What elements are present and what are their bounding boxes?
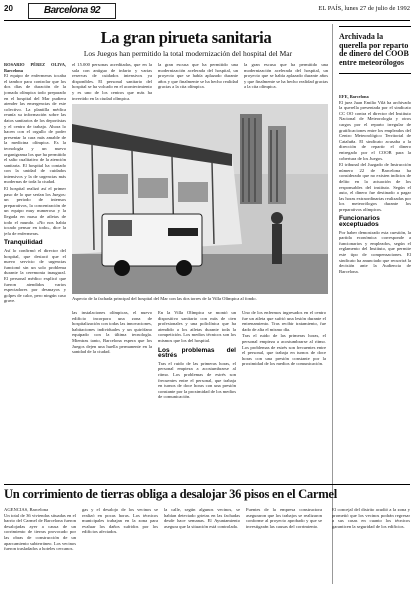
article-paragraph: la gran escusa que ha permitido una modernización acelerada del hospital, un proyecto que se había aplazado durante años y que finalmente se ha hecho realidad gracias a la cita olímpica. — [158, 62, 238, 90]
article-column-2-top — [72, 62, 152, 102]
article-byline: ROSARIO PÉREZ OLIVA, Barcelona — [4, 62, 66, 73]
sidebar-byline: EFE, Barcelona — [339, 94, 369, 99]
bottom-rule — [4, 484, 410, 485]
bottom-column-1 — [4, 507, 76, 602]
bottom-paragraph: El concejal del distrito acudió a la zona y prometió que los vecinos podrán regresar a sus casas en cuanto los técnicos garanticen la seguridad de los edificios. — [332, 507, 410, 529]
bottom-paragraph: gas y el desalojo de los vecinos se realizó en pocas horas. Los técnicos municipales trabajan en la zona para evaluar los daños sufridos por los edificios afectados. — [82, 507, 158, 535]
sidebar-paragraph: Por haber demostrado esta cuestión, la partida económica corresponde a funcionarios y empleados, según el reglamento del Instituto, que permite este tipo de compensaciones. El sindicato ha anunciado que recurrirá la decisión ante la Audiencia de Barcelona. — [339, 229, 411, 274]
article-headline: La gran pirueta sanitaria — [100, 28, 272, 47]
header-rule — [4, 20, 410, 21]
bottom-paragraph: Un total de 36 viviendas situadas en el barrio del Carmel de Barcelona fueron desalojadas ayer a causa de un corrimiento de tierras provocado por las obras de construcción de un aparcamiento subterráneo. Los vecinos fueron trasladados a hoteles cercanos. — [4, 512, 76, 552]
article-paragraph: Así lo confirmó el director del hospital, que destacó que el nuevo servicio de urgencias funcionó sin un solo problema durante la ceremonia inaugural. El personal médico explicó que fueron atendidos varios espectadores por desmayos y golpes de calor, pero ningún caso grave. — [4, 248, 66, 304]
page-header — [4, 4, 410, 18]
bottom-paragraph: la calle, según algunos vecinos, se habían detectado grietas en las fachadas desde hace semanas. El Ayuntamiento asegura que la situación está controlada. — [164, 507, 240, 529]
page-number: 20 — [4, 4, 13, 13]
article-column-3-top — [158, 62, 238, 102]
article-column-3-lower — [158, 310, 236, 482]
bottom-column-5 — [332, 507, 410, 602]
bottom-column-3 — [164, 507, 240, 602]
section-logo: Barcelona 92 — [28, 3, 116, 19]
article-paragraph: la gran escusa que ha permitido una modernización acelerada del hospital, un proyecto que se había aplazado durante años y que finalmente se ha hecho realidad gracias a la cita olímpica. — [244, 62, 328, 90]
article-paragraph: el 15.000 personas acreditadas, que en la sala con antiguo de infarto y varias reservas de cuidados intensivos ya disponibles. El personal sanitario del hospital se ha volcado en el acontecimiento y es uno de los centros que más ha invertido en la ciudad olímpica. — [72, 62, 152, 101]
sidebar-paragraph: El tribunal del Juzgado de Instrucción número 22 de Barcelona ha considerado que no existen indicios de delito en la actuación de los responsables del instituto. Según el auto, el dinero fue destinado a pagar las horas extraordinarias realizadas por los meteorólogos durante los preparativos olímpicos. — [339, 162, 411, 212]
article-paragraph: Uno de los enfermos ingresados en el centro fue un atleta que sufrió una lesión durante el entrenamiento. Tras recibir tratamiento, fue dado de alta el mismo día. — [242, 310, 326, 332]
sidebar-column — [339, 94, 411, 574]
sidebar-paragraph: El juez Juan Emilio Vilà ha archivado la querella presentada por el sindicato CC OO contra el director del Instituto Nacional de Meteorología y otros cargos por el reparto irregular de gratificaciones entre los empleados del Centro Meteorológico Territorial de Cataluña. El sindicato acusaba a la dirección de repartir el dinero entregado por el COOB para la cobertura de los Juegos. — [339, 99, 411, 161]
article-paragraph: En la Villa Olímpica se montó un dispositivo sanitario con más de cien profesionales y una policlínica que ha atendido a los atletas durante toda la competición. Los medios técnicos son los mismos que los del hospital. — [158, 310, 236, 343]
bottom-paragraph: Fuentes de la empresa constructora aseguraron que los trabajos se realizaron conforme al proyecto aprobado y que se investigarán las causas del corrimiento. — [246, 507, 322, 529]
bottom-column-2 — [82, 507, 158, 602]
article-column-1 — [4, 62, 66, 482]
article-paragraph: Tras el ruido de las primeras horas, el personal empieza a acostumbrarse al ritmo. Los problemas de estrés son frecuentes entre el personal, que trabaja en turnos de doce horas con una presión constante por la proximidad de los medios de comunicación. — [242, 333, 326, 367]
bottom-byline: AGENCIAS, Barcelona — [4, 507, 49, 512]
article-column-2-lower — [72, 310, 152, 482]
masthead-date: EL PAÍS, lunes 27 de julio de 1992 — [318, 5, 410, 12]
article-paragraph: las instalaciones olímpicas, el nuevo edificio incorpora una zona de hospitalización con todas las innovaciones, habitaciones individuales y un quirófano equipado con la última tecnología. Mientras tanto, Barcelona espera que los Juegos dejen una huella permanente en la sanidad de la ciudad. — [72, 310, 152, 355]
article-column-4-top — [244, 62, 328, 102]
bottom-column-4 — [246, 507, 322, 602]
article-subtitle: Tranquilidad — [4, 239, 43, 247]
article-column-4-lower — [242, 310, 326, 482]
photo-caption: Aspecto de la fachada principal del hospital del Mar con las dos torres de la Villa Olímpica al fondo. — [72, 296, 257, 301]
article-paragraph: El hospital realizó así el primer paso de lo que serían los Juegos: un periodo de intensos preparativos, la concentración de un equipo muy numeroso y la llegada en masa de atletas de todo el mundo. «No nos había tocado pensar en todo», dice la jefa de enfermeras. — [4, 186, 66, 236]
article-subheadline: Los Juegos han permitido la total modernización del hospital del Mar — [83, 49, 293, 58]
sidebar-subtitle: Funcionarios exceptuados — [339, 215, 380, 229]
article-subtitle: Los problemas del estrés — [158, 346, 236, 360]
hospital-photo — [72, 104, 328, 294]
article-paragraph: Tras el ruido de las primeras horas, el personal empieza a acostumbrarse al ritmo. Los problemas de estrés son frecuentes entre el personal, que trabaja en turnos de doce horas con una presión constante por la proximidad de los medios de comunicación. — [158, 360, 236, 400]
sidebar-headline: Archivada la querella por reparto de dinero del COOB entre meteorólogos — [339, 32, 409, 67]
article-paragraph: El equipo de enfermeras tocaba el tambor para controlar que los dos días de duración de la jornada olímpica todo preparado en el hospital del Mar pudiera atender las emergencias de este colectivo. La plantilla médica reunía su información sobre las datos sanitarios de los deportistas y el centro de trabajo. Ahora lo hacen con el orgullo de poder presentar la cara más amable de la medicina olímpica. Es la tecnología y un nuevo organigrama los que ha permitido el salto cualitativo de la atención sanitaria. El hospital ha contado con la unidad de cuidados intensivos y la de urgencias más modernas de toda la ciudad. — [4, 73, 66, 185]
bottom-headline: Un corrimiento de tierras obliga a desalojar 36 pisos en el Carmel — [4, 487, 337, 501]
